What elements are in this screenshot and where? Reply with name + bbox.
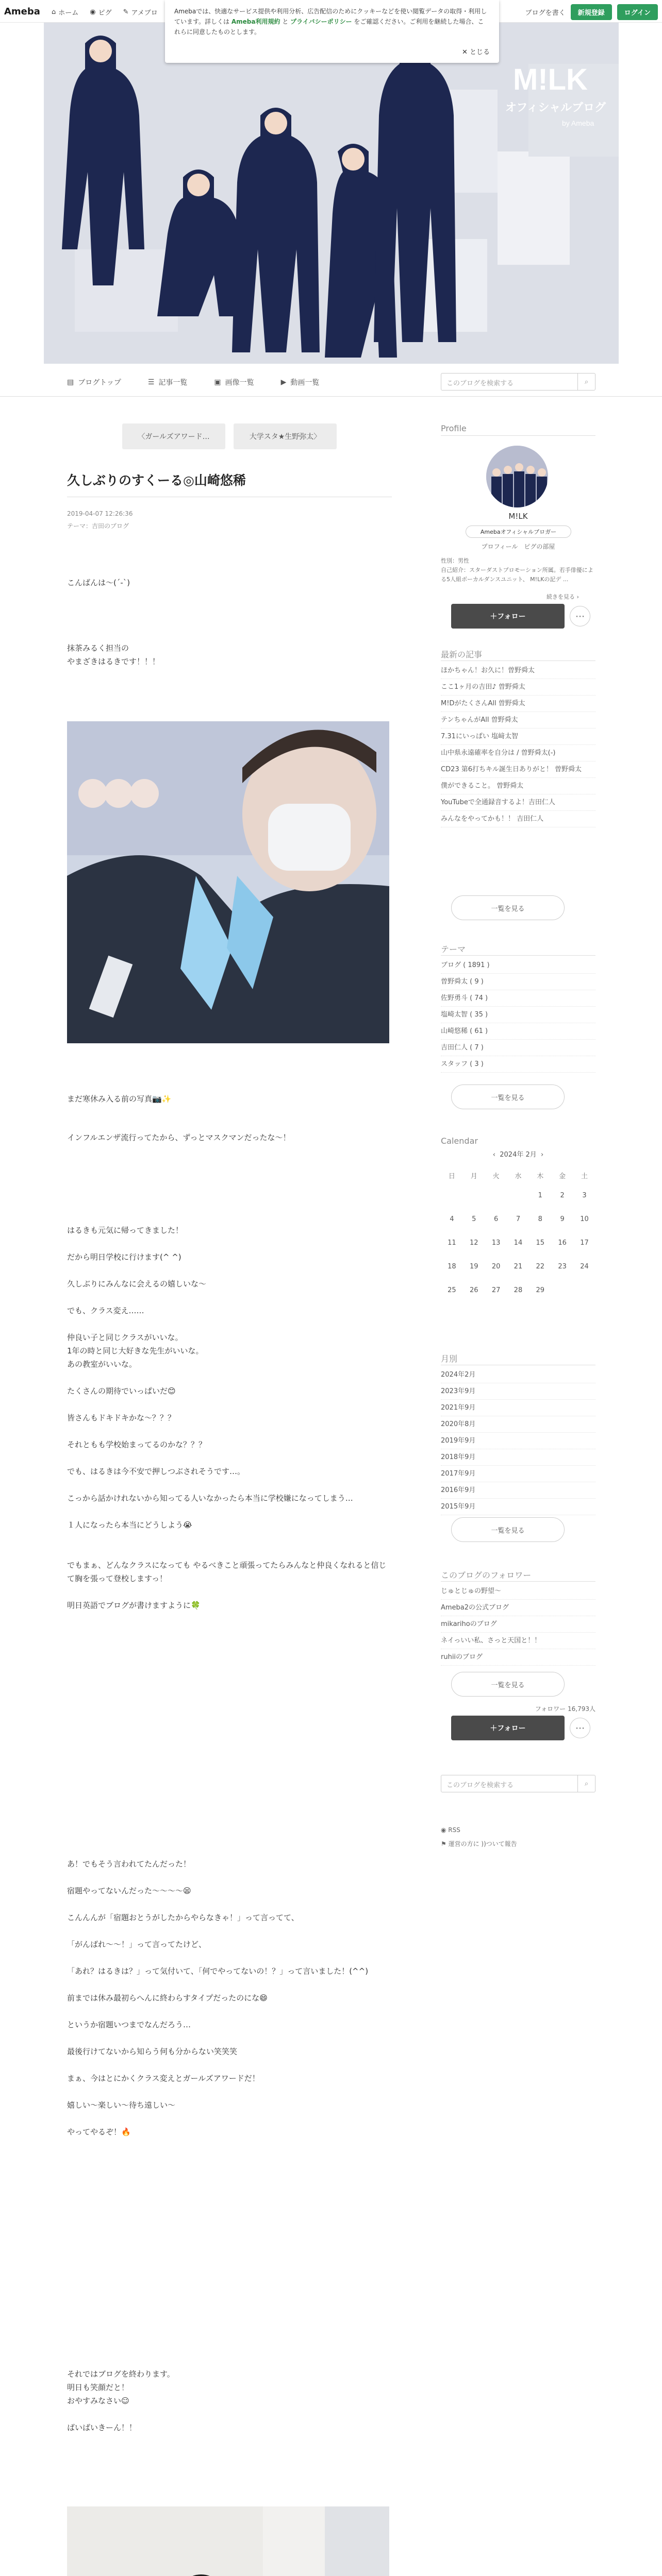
theme-list [441, 957, 595, 1073]
profile-text: 性別：男性 自己紹介：スターダストプロモーション所属。若手俳優による5人組ボーカルダンスユニット、 M!LKの記デ ... [441, 557, 593, 583]
nav-home[interactable]: ⌂ ホーム [52, 8, 79, 17]
divider [441, 955, 595, 956]
calendar-dow: 水 [515, 1172, 522, 1180]
calendar-day: 3 [582, 1191, 587, 1199]
calendar-day: 7 [516, 1215, 521, 1223]
list-item[interactable]: テンちゃんがAll 曽野舜太 [441, 712, 595, 728]
calendar-day: 15 [536, 1239, 545, 1247]
recent-more-button[interactable]: 一覧を見る [451, 895, 565, 920]
list-item[interactable]: スタッフ ( 3 ) [441, 1056, 595, 1073]
rss-link[interactable]: ◉ RSS [441, 1826, 460, 1834]
more-options-icon[interactable]: ⋯ [570, 1718, 590, 1738]
list-item[interactable]: CD23 第6打ちキル誕生日ありがと！ 曽野舜太 [441, 761, 595, 778]
calendar-day: 27 [491, 1286, 501, 1294]
blog-search-input[interactable]: このブログを検索する ⌕ [441, 373, 595, 391]
monthly-heading: 月別 [441, 1354, 458, 1364]
followers-more-button[interactable]: 一覧を見る [451, 1672, 565, 1697]
divider [441, 660, 595, 661]
nav-ameblo[interactable]: ✎ アメブロ [123, 8, 158, 17]
list-item[interactable]: 2015年9月 [441, 1499, 595, 1515]
blog-top-icon: ▤ [67, 378, 74, 386]
nav-entry-list[interactable]: ☰ 記事一覧 [147, 378, 188, 387]
list-item[interactable]: 2023年9月 [441, 1383, 595, 1400]
list-item[interactable]: 塩崎太智 ( 35 ) [441, 1007, 595, 1023]
calendar-dow: 日 [448, 1172, 455, 1180]
calendar-day: 18 [448, 1262, 456, 1270]
avatar[interactable] [486, 446, 548, 507]
list-item[interactable]: ruhiiのブログ [441, 1649, 595, 1666]
calendar-day: 26 [469, 1286, 478, 1294]
cookie-text-2: をご確認ください。ご利用を継続した場合、これらに同意したものとします。 [174, 18, 484, 36]
video-icon: ▶ [280, 378, 287, 386]
divider [441, 435, 595, 436]
blog-icon: ✎ [123, 8, 129, 16]
calendar-day: 28 [514, 1286, 523, 1294]
list-item[interactable]: 2021年9月 [441, 1400, 595, 1416]
list-item[interactable]: YouTubeで全通録音するよ！吉田仁人 [441, 794, 595, 811]
calendar-heading: Calendar [441, 1136, 478, 1146]
blog-owner-name[interactable]: M!LK [508, 512, 528, 521]
profile-heading: Profile [441, 423, 467, 433]
calendar-day: 19 [469, 1262, 478, 1270]
list-icon: ☰ [147, 378, 155, 386]
list-item[interactable]: 佐野勇斗 ( 74 ) [441, 990, 595, 1007]
followers-list [441, 1583, 595, 1666]
monthly-list [441, 1367, 595, 1515]
entry-title: 久しぶりのすくーる◎山崎悠稀 [67, 473, 246, 488]
nav-blog-top[interactable]: ▤ ブログトップ [67, 378, 121, 387]
calendar-dow: 木 [537, 1172, 544, 1180]
list-item[interactable]: 曽野舜太 ( 9 ) [441, 974, 595, 990]
list-item[interactable]: じゅとじゅの野望～ [441, 1583, 595, 1600]
selfie-photo [67, 721, 389, 1043]
calendar-day [551, 1278, 573, 1302]
calendar-day [485, 1183, 507, 1207]
official-badge: Amebaオフィシャルブロガー [466, 526, 571, 538]
recent-list [441, 663, 595, 827]
register-button[interactable]: 新規登録 [571, 4, 612, 20]
follow-button-bottom[interactable]: ＋フォロー [451, 1716, 565, 1740]
write-blog-link[interactable]: ブログを書く [525, 9, 566, 17]
calendar-day: 21 [514, 1262, 523, 1270]
theme-heading: テーマ [441, 944, 466, 954]
calendar-dow: 火 [492, 1172, 500, 1180]
calendar-day: 23 [558, 1262, 567, 1270]
profile-more-link[interactable]: 続きを見る › [547, 594, 579, 600]
nav-video-list[interactable]: ▶ 動画一覧 [280, 378, 320, 387]
list-item[interactable]: ネイっいい私、さっと天国と！！ [441, 1633, 595, 1649]
calendar-day [507, 1183, 529, 1207]
sidebar-search-input[interactable]: このブログを検索する ⌕ [441, 1775, 595, 1792]
follower-count: フォロワー 16,793人 [535, 1705, 595, 1713]
top-nav [52, 7, 158, 17]
calendar-prev-icon[interactable]: ‹ [492, 1151, 495, 1159]
calendar-dow: 金 [559, 1172, 566, 1180]
list-item[interactable]: Ameba2の公式ブログ [441, 1600, 595, 1616]
list-item[interactable]: 2017年9月 [441, 1466, 595, 1482]
calendar-day: 12 [469, 1239, 478, 1247]
list-item[interactable]: ブログ ( 1891 ) [441, 957, 595, 974]
camera-icon: ▣ [214, 378, 221, 386]
list-item[interactable]: 僕ができること。 曽野舜太 [441, 778, 595, 794]
followers-heading: このブログのフォロワー [441, 1570, 532, 1580]
entry-photo[interactable] [67, 721, 389, 1043]
list-item[interactable]: 吉田仁人 ( 7 ) [441, 1040, 595, 1056]
header-title: M!LK [513, 63, 588, 96]
calendar-day: 4 [450, 1215, 454, 1223]
entry-paragraph: インフルエンザ流行ってたから、ずっとマスクマンだったな～！ [67, 1133, 291, 1142]
cookie-text: Amebaでは、快適なサービス提供や利用分析、広告配信のためにクッキーなどを使い閲覧データの取得・利用しています。詳しくは [174, 8, 487, 25]
calendar-day [573, 1278, 595, 1302]
flag-icon: ⚑ [441, 1840, 449, 1848]
home-icon: ⌂ [52, 8, 56, 16]
calendar-day: 25 [448, 1286, 456, 1294]
calendar [441, 1167, 595, 1302]
recent-heading: 最新の記事 [441, 650, 483, 659]
list-item[interactable]: みんなをやってかも！！ 吉田仁人 [441, 811, 595, 827]
list-item[interactable]: mikarihoのブログ [441, 1616, 595, 1633]
entry-date: 2019-04-07 12:26:36 [67, 510, 133, 517]
avatar-image [486, 446, 548, 507]
entry-paragraph: まだ寒休み入る前の写真📷✨ [67, 1094, 172, 1104]
rss-icon: ◉ [441, 1826, 449, 1834]
list-item[interactable]: 山中県永遠確率を自分は / 曽野舜太(-) [441, 745, 595, 761]
cookie-notice [165, 0, 499, 63]
login-button[interactable]: ログイン [617, 4, 658, 20]
follow-button[interactable]: ＋フォロー [451, 604, 565, 629]
calendar-day [441, 1183, 463, 1207]
list-item[interactable]: 7.31にいっぱい 塩﨑太智 [441, 728, 595, 745]
calendar-next-icon[interactable]: › [541, 1151, 544, 1159]
list-item[interactable]: ほかちゃん！お久に！曽野舜太 [441, 663, 595, 679]
more-options-icon[interactable]: ⋯ [570, 606, 590, 626]
entry-photo-2[interactable] [67, 2506, 389, 2576]
entry-paragraph: はるきも元気に帰ってきました！ だから明日学校に行けます(^ ^) 久しぶりにみんなに会えるの嬉しいな～ でも、クラス変え…… 仲良い子と同じクラスがいいな。 1年の時と同じ大好きな先生がいいな。 あの教室がいいな。 たくさんの期待でいっぱいだ😊 皆さんもドキドキかな～？？？ それともも学校始まってるのかな？？？ でも、はるきは今不安で押しつぶされそうです…。 こっから話かけれないから知ってる人いなかったら本当に学校嫌になってしまう… １人になったら本当にどうしよう😭 でもまぁ、どんなクラスになっても やるべきこと頑張ってたらみんなと仲良くなれると信じて胸を張って登校しますっ！ 明日英語でブログが書けますように🍀 [67, 1226, 387, 1610]
profile-links[interactable]: プロフィール ピグの部屋 [481, 543, 555, 550]
entry-paragraph: あ！でもそう言われてたんだった！ 宿題やってないんだった～～～～😫 こんんんが「宿題おとうがしたからやらなきゃ！」って言ってて、 「がんばれ～～！」って言ってたけど、 「あれ？はるきは？」って気付いて、「何でやってないの！？」って言いました！(^^) 前までは休み最初らへんに終わらすタイプだったのにな😄 というか宿題いつまでなんだろう… 最後行けてないから知らう何も分からない笑笑笑 まぁ、今はとにかくクラス変えとガールズアワードだ！ 嬉しい～楽しい～待ち遠しい～ やってやるぞ！🔥 [67, 1859, 369, 2137]
list-item[interactable]: 山崎悠稀 ( 61 ) [441, 1023, 595, 1040]
report-link[interactable]: ⚑ 運営の方に ))ついて報告 [441, 1840, 517, 1848]
calendar-dow: 土 [581, 1172, 588, 1180]
search-icon[interactable]: ⌕ [577, 1775, 595, 1792]
monthly-more-button[interactable]: 一覧を見る [451, 1517, 565, 1542]
calendar-day: 24 [580, 1262, 589, 1270]
privacy-link[interactable]: プライバシーポリシー [290, 18, 352, 25]
entry-paragraph: こんばんは～(´-`) [67, 578, 130, 587]
theme-more-button[interactable]: 一覧を見る [451, 1084, 565, 1109]
calendar-day: 22 [536, 1262, 545, 1270]
header-photo [44, 23, 619, 364]
list-item[interactable]: 2016年9月 [441, 1482, 595, 1499]
pig-icon: ◉ [90, 8, 96, 16]
calendar-day: 5 [472, 1215, 476, 1223]
calendar-day: 1 [538, 1191, 542, 1199]
blog-nav-bar [0, 366, 662, 397]
calendar-day [463, 1183, 485, 1207]
calendar-day: 6 [493, 1215, 499, 1223]
calendar-day: 17 [580, 1239, 589, 1247]
list-item[interactable]: 2018年9月 [441, 1449, 595, 1466]
cookie-and: と [282, 18, 289, 25]
divider [441, 1581, 595, 1582]
header-subtitle: オフィシャルブログ [505, 101, 606, 114]
calendar-day: 29 [536, 1286, 545, 1294]
entry-theme[interactable]: テーマ：吉田のブログ [67, 522, 129, 530]
calendar-day: 10 [580, 1215, 589, 1223]
calendar-day: 16 [558, 1239, 567, 1247]
list-item[interactable]: M!DがたくさんAll 曽野舜太 [441, 696, 595, 712]
header-brand: by Ameba [562, 119, 594, 127]
calendar-dow: 月 [470, 1172, 477, 1180]
calendar-day: 13 [491, 1239, 501, 1247]
next-entry-button[interactable]: 大学スタ★生野弥太〉 [234, 423, 337, 449]
calendar-day: 8 [538, 1215, 542, 1223]
calendar-day: 9 [560, 1215, 565, 1223]
list-item[interactable]: 2020年8月 [441, 1416, 595, 1433]
nav-image-list[interactable]: ▣ 画像一覧 [214, 378, 254, 387]
calendar-day: 2 [560, 1191, 565, 1199]
terms-link[interactable]: Ameba利用規約 [231, 18, 280, 25]
calendar-day: 20 [491, 1262, 501, 1270]
list-item[interactable]: ここ1ヶ月の吉田♪ 曽野舜太 [441, 679, 595, 696]
calendar-month: ‹ 2024年 2月 › [492, 1151, 544, 1159]
list-item[interactable]: 2019年9月 [441, 1433, 595, 1449]
ameba-logo[interactable]: Ameba [4, 6, 40, 17]
search-icon[interactable]: ⌕ [577, 374, 595, 390]
list-item[interactable]: 2024年2月 [441, 1367, 595, 1383]
entry-paragraph: 抹茶みるく担当の やまざきはるきです！！！ [67, 643, 160, 666]
calendar-day: 11 [448, 1239, 456, 1247]
prev-entry-button[interactable]: 〈ガールズアワード… [122, 423, 225, 449]
blog-header-image[interactable] [44, 23, 619, 364]
nav-pig[interactable]: ◉ ピグ [90, 8, 112, 17]
room-photo [67, 2506, 389, 2576]
calendar-day: 14 [514, 1239, 523, 1247]
entry-paragraph: それではブログを終わります。 明日も笑顔だと！ おやすみなさい☺ ばいばいきーん！！ [67, 2369, 175, 2432]
cookie-close-button[interactable]: ✕ とじる [461, 48, 490, 56]
